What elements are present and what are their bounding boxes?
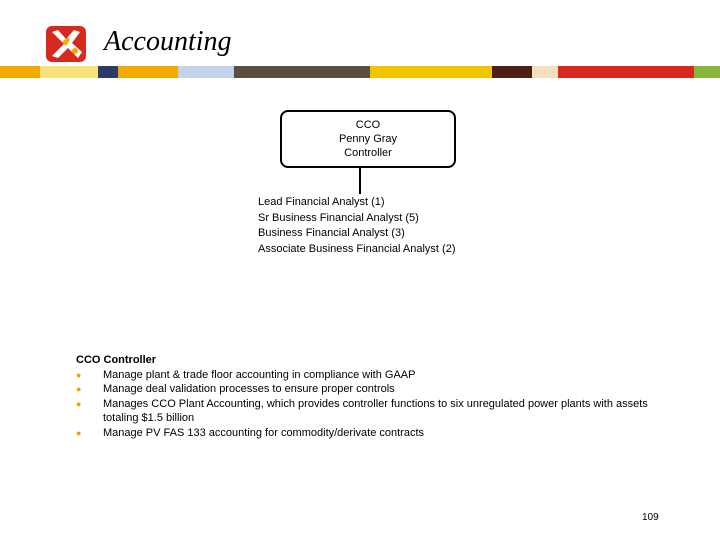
bullet-dot-icon: ● [76, 384, 82, 394]
color-segment [178, 66, 234, 78]
bullet-item [76, 382, 676, 397]
color-segment [532, 66, 558, 78]
color-segment [40, 66, 98, 78]
bullet-dot-icon: ● [76, 427, 82, 438]
bullet-text: Manage plant & trade floor accounting in compliance with GAAP [103, 368, 416, 381]
org-box-line-3: Controller [344, 147, 392, 159]
bullet-dot-icon: ● [76, 369, 82, 380]
role-description-heading: CCO Controller [76, 354, 157, 366]
color-segment [0, 66, 40, 78]
direct-report-item: Lead Financial Analyst (1) [258, 196, 385, 208]
direct-report-item: Business Financial Analyst (3) [258, 227, 405, 239]
bullet-text: Manage PV FAS 133 accounting for commodity/derivate contracts [103, 426, 424, 439]
direct-reports-list [258, 195, 455, 257]
bullet-item [76, 368, 676, 383]
color-segment [234, 66, 370, 78]
role-description [76, 353, 676, 440]
color-segment [694, 66, 720, 78]
bullet-dot-icon: ● [76, 398, 82, 409]
bullet-item [76, 397, 676, 426]
org-box-line-1: CCO [355, 119, 381, 131]
page-number: 109 [642, 512, 659, 523]
color-segment [370, 66, 492, 78]
org-chart-box-cco [280, 110, 456, 168]
bullet-text: Manages CCO Plant Accounting, which provides controller functions to six unregulated power plants with assets totaling $1.5 billion [103, 397, 648, 424]
color-segment [492, 66, 532, 78]
bullet-text: Manage deal validation processes to ensure proper controls [103, 383, 395, 395]
direct-report-item: Sr Business Financial Analyst (5) [258, 211, 419, 224]
color-segment [558, 66, 694, 78]
bullet-item [76, 426, 676, 441]
direct-report-item: Associate Business Financial Analyst (2) [258, 242, 456, 255]
org-chart-connector-line [359, 168, 361, 194]
color-stripe-bar [0, 66, 720, 78]
org-box-line-2: Penny Gray [338, 133, 398, 145]
company-logo-icon [44, 24, 88, 64]
color-segment [118, 66, 178, 78]
color-segment [98, 66, 118, 78]
page-title: Accounting [104, 26, 232, 57]
